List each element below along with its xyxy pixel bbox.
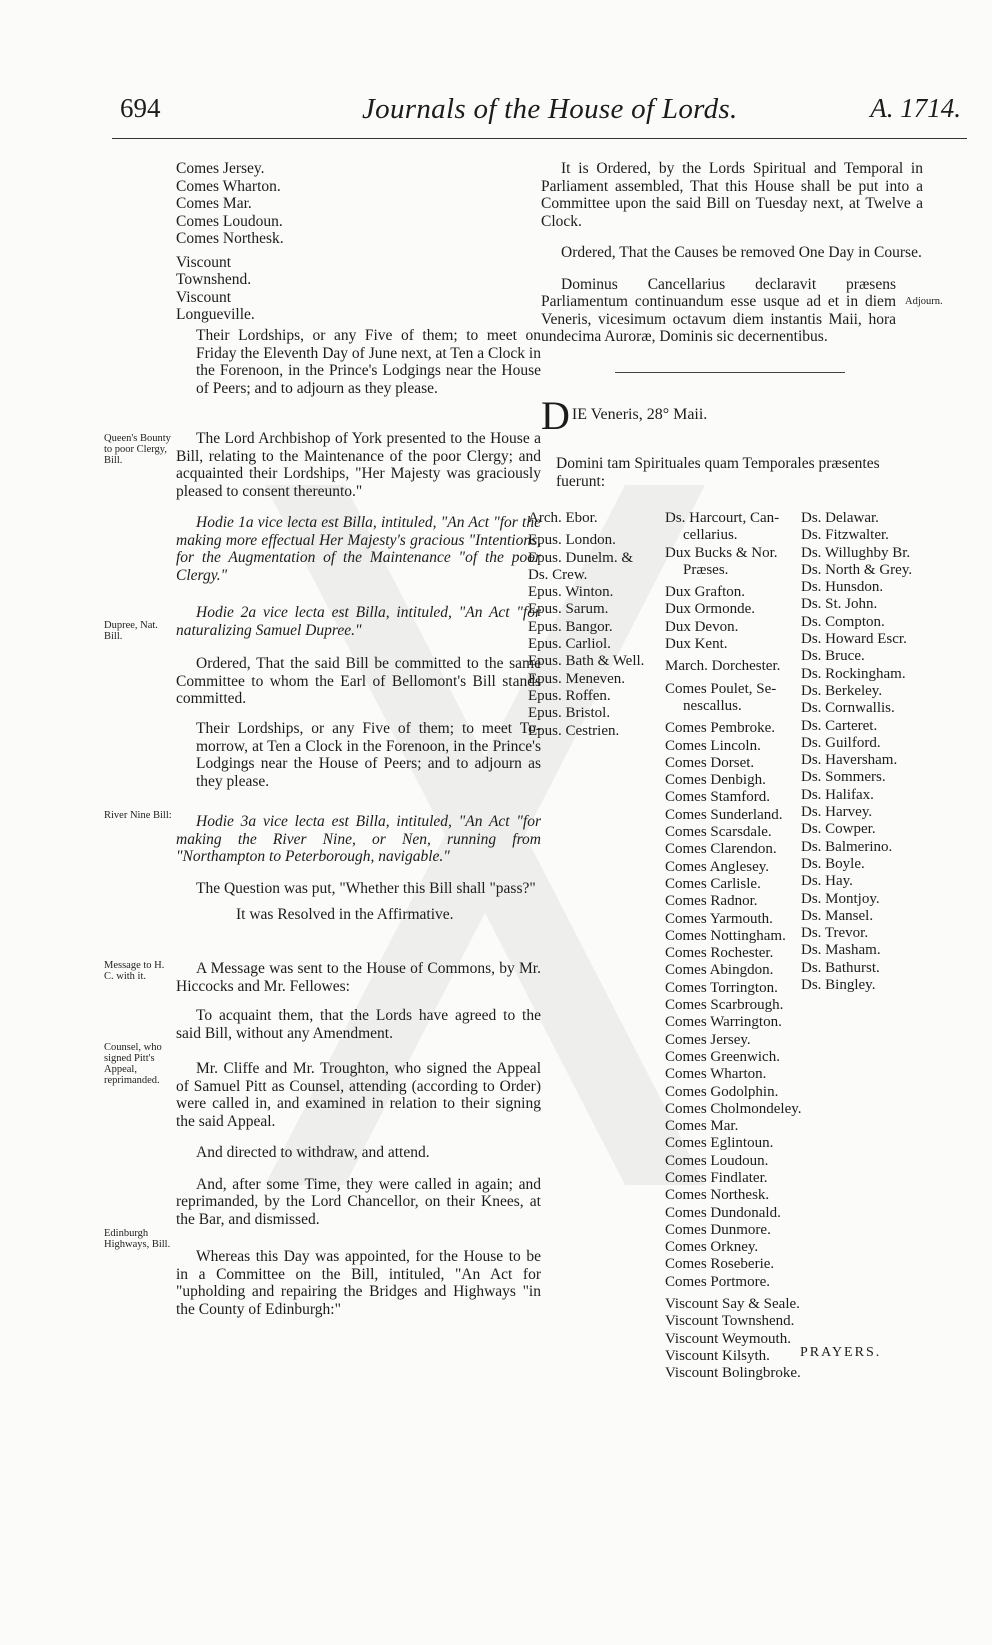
paragraph: Their Lordships, or any Five of them; to meet To-morrow, at Ten a Clock in the Forenoon, in the Prince's Lodgings near the House of Peers; and to adjourn as they please.: [196, 720, 541, 790]
date-heading-text: IE Veneris, 28° Maii.: [571, 406, 708, 423]
attendance-entry: Comes Lincoln.: [665, 737, 761, 754]
attendance-entry: Comes Findlater.: [665, 1169, 768, 1186]
attendance-column-bishops: [528, 510, 644, 740]
attendance-entry: Ds. Boyle.: [801, 855, 865, 872]
left-text-block: [196, 327, 541, 397]
attendance-column-barons: [801, 510, 912, 994]
attendance-entry: Comes Eglintoun.: [665, 1135, 774, 1152]
attendance-entry: Ds. Delawar.: [801, 510, 879, 526]
paragraph: Hodie 2a vice lecta est Billa, intituled, "An Act "for naturalizing Samuel Dupree.": [176, 604, 541, 639]
margin-note-counsel: Counsel, who signed Pitt's Appeal, reprimanded.: [104, 1042, 162, 1086]
attendance-entry: Comes Mar.: [665, 1118, 739, 1135]
left-text-block: [196, 880, 541, 923]
attendance-entry: Ds. Montjoy.: [801, 890, 880, 907]
attendance-entry: Ds. Sommers.: [801, 769, 886, 786]
attendance-entry: Dux Bucks & Nor.: [665, 544, 778, 561]
attendance-column-peers: [665, 510, 802, 1383]
attendance-entry: Ds. Rockingham.: [801, 665, 906, 682]
attendance-entry: Comes Radnor.: [665, 893, 758, 910]
drop-cap: D: [541, 393, 570, 438]
year-label: A. 1714.: [870, 93, 961, 123]
attendance-entry: Epus. Dunelm. &: [528, 549, 633, 566]
attendance-entry: Viscount Kilsyth.: [665, 1347, 770, 1364]
attendance-entry: Epus. Bangor.: [528, 618, 613, 635]
attendance-entry: cellarius.: [683, 527, 738, 544]
attendance-entry: Comes Poulet, Se-: [665, 680, 777, 697]
attendance-entry: Comes Rochester.: [665, 945, 774, 962]
attendance-entry: Comes Anglesey.: [665, 858, 770, 875]
attendance-entry: Comes Greenwich.: [665, 1048, 780, 1065]
attendance-entry: Ds. Willughby Br.: [801, 544, 911, 561]
attendance-entry: Ds. Cowper.: [801, 821, 876, 838]
attendance-entry: Ds. Bathurst.: [801, 959, 880, 976]
paragraph: The Lord Archbishop of York presented to the House a Bill, relating to the Maintenance of the poor Clergy; and acquainted their Lordships, "Her Majesty was graciously pleased to consent thereunto.": [176, 430, 541, 500]
attendance-entry: Comes Pembroke.: [665, 720, 775, 737]
left-text-block: [176, 960, 541, 1318]
paragraph: A Message was sent to the House of Commons, by Mr. Hiccocks and Mr. Fellowes:: [176, 960, 541, 995]
attendance-entry: Comes Dundonald.: [665, 1204, 781, 1221]
attendance-entry: Ds. Compton.: [801, 613, 885, 630]
paragraph: The Question was put, "Whether this Bill shall "pass?": [196, 880, 536, 897]
left-column: [176, 160, 541, 324]
member-entry: Comes Wharton.: [176, 177, 281, 195]
attendance-entry: Dux Grafton.: [665, 584, 745, 601]
right-text-block: [541, 160, 923, 346]
paragraph: It is Ordered, by the Lords Spiritual and Temporal in Parliament assembled, That this House shall be put into a Committee upon the said Bill on Tuesday next, at Twelve a Clock.: [541, 160, 923, 230]
attendance-entry: Dux Ormonde.: [665, 601, 755, 618]
section-rule: [615, 372, 845, 373]
attendance-entry: Ds. North & Grey.: [801, 561, 913, 578]
paragraph: Ordered, That the said Bill be committed to the same Committee to whom the Earl of Bellomont's Bill stands committed.: [176, 655, 541, 707]
paragraph: And, after some Time, they were called in again; and reprimanded, by the Lord Chancellor, on their Knees, at the Bar, and dismissed.: [176, 1175, 541, 1228]
margin-note-message: Message to H. C. with it.: [104, 960, 165, 982]
paragraph: Their Lordships, or any Five of them; to meet on Friday the Eleventh Day of June next, at Ten a Clock in the Forenoon, in the Prince's Lodgings near the House of Peers; and to adjourn as they please.: [196, 327, 541, 397]
left-text-block: [196, 720, 541, 790]
attendance-entry: Ds. Balmerino.: [801, 838, 893, 855]
attendance-entry: Comes Cholmondeley.: [665, 1100, 802, 1117]
header-rule: [112, 138, 967, 139]
left-text-block: [176, 430, 541, 708]
attendance-entry: Comes Jersey.: [665, 1031, 751, 1048]
attendance-entry: Comes Clarendon.: [665, 841, 777, 858]
left-text-block: [176, 813, 541, 866]
attendance-entry: Ds. St. John.: [801, 596, 878, 613]
attendance-entry: Comes Dunmore.: [665, 1221, 771, 1238]
attendance-entry: Arch. Ebor.: [528, 510, 598, 526]
member-entry: Viscount Townshend.: [176, 253, 252, 288]
attendance-entry: Ds. Bruce.: [801, 648, 865, 665]
attendance-entry: Ds. Haversham.: [801, 752, 898, 769]
paragraph: Ordered, That the Causes be removed One Day in Course.: [561, 244, 922, 261]
member-entry: Comes Jersey.: [176, 160, 265, 177]
paragraph: To acquaint them, that the Lords have agreed to the said Bill, without any Amendment.: [176, 1007, 541, 1042]
attendance-entry: Comes Portmore.: [665, 1273, 770, 1290]
attendance-entry: Comes Northesk.: [665, 1187, 770, 1204]
paragraph: It was Resolved in the Affirmative.: [236, 905, 454, 923]
attendance-entry: Comes Orkney.: [665, 1239, 759, 1256]
attendance-entry: Epus. Carliol.: [528, 636, 611, 653]
margin-note-adjourn: Adjourn.: [905, 296, 943, 307]
catchword: PRAYERS.: [800, 1345, 882, 1360]
paragraph: And directed to withdraw, and attend.: [196, 1144, 430, 1161]
attendance-entry: Viscount Say & Seale.: [665, 1296, 800, 1313]
attendance-entry: Comes Sunderland.: [665, 806, 783, 823]
attendance-entry: Epus. Cestrien.: [528, 722, 620, 739]
attendance-entry: Comes Godolphin.: [665, 1083, 779, 1100]
attendance-entry: Comes Dorset.: [665, 754, 755, 771]
attendance-entry: Comes Denbigh.: [665, 772, 766, 789]
attendance-entry: March. Dorchester.: [665, 658, 781, 675]
attendance-entry: Dux Kent.: [665, 636, 728, 653]
attendance-entry: Epus. Meneven.: [528, 670, 626, 687]
attendance-entry: Ds. Howard Escr.: [801, 631, 907, 648]
attendance-entry: Viscount Weymouth.: [665, 1330, 791, 1347]
attendance-entry: Comes Carlisle.: [665, 875, 761, 892]
present-heading: Domini tam Spirituales quam Temporales præsentes fuerunt:: [556, 455, 880, 490]
attendance-entry: Ds. Trevor.: [801, 925, 869, 942]
page-number: 694: [120, 93, 161, 123]
attendance-entry: Comes Scarbrough.: [665, 997, 784, 1014]
attendance-entry: Ds. Carteret.: [801, 717, 878, 734]
attendance-entry: Præses.: [683, 561, 729, 578]
attendance-entry: Comes Roseberie.: [665, 1256, 775, 1273]
attendance-entry: Comes Scarsdale.: [665, 824, 772, 841]
attendance-entry: Ds. Cornwallis.: [801, 700, 895, 717]
margin-note-queens-bounty: Queen's Bounty to poor Clergy, Bill.: [104, 433, 171, 466]
attendance-entry: Ds. Masham.: [801, 942, 881, 959]
attendance-entry: Epus. Roffen.: [528, 687, 611, 704]
attendance-entry: Epus. Bath & Well.: [528, 653, 645, 670]
attendance-entry: Comes Nottingham.: [665, 927, 786, 944]
paragraph: Dominus Cancellarius declaravit præsens Parliamentum continuandum esse usque ad et in diem Veneris, vicesimum octavum diem instantis Maii, hora undecima Auroræ, Dominis sic decernentibus.: [541, 275, 896, 345]
attendance-entry: Comes Yarmouth.: [665, 910, 773, 927]
attendance-entry: Comes Stamford.: [665, 789, 770, 806]
paragraph: Mr. Cliffe and Mr. Troughton, who signed the Appeal of Samuel Pitt as Counsel, attending (according to Order) were called in, and examined in relation to their signing the said Appeal.: [176, 1060, 541, 1130]
attendance-entry: Ds. Guilford.: [801, 734, 881, 751]
attendance-entry: Ds. Berkeley.: [801, 682, 883, 699]
attendance-entry: nescallus.: [683, 697, 742, 714]
attendance-entry: Ds. Mansel.: [801, 907, 874, 924]
member-entry: Viscount Longueville.: [176, 288, 255, 323]
margin-note-river-nine: River Nine Bill:: [104, 810, 172, 821]
date-heading: [541, 393, 923, 438]
attendance-entry: Ds. Halifax.: [801, 786, 874, 803]
member-entry: Comes Mar.: [176, 195, 252, 212]
margin-note-edinburgh: Edinburgh Highways, Bill.: [104, 1228, 171, 1250]
attendance-entry: Comes Abingdon.: [665, 962, 774, 979]
attendance-entry: Comes Warrington.: [665, 1014, 782, 1031]
attendance-entry: Ds. Hunsdon.: [801, 579, 884, 596]
paragraph: Hodie 1a vice lecta est Billa, intituled, "An Act "for the making more effectual Her Majesty's gracious "Intentions, for the Augmentation of the Maintenance "of the poor Clergy.": [176, 514, 541, 584]
attendance-entry: Epus. Winton.: [528, 584, 614, 601]
attendance-entry: Comes Loudoun.: [665, 1152, 769, 1169]
attendance-entry: Comes Torrington.: [665, 979, 778, 996]
paragraph: Whereas this Day was appointed, for the House to be in a Committee on the Bill, intituled, "An Act for "upholding and repairing the Bridges and Highways "in the County of Edinburgh:": [176, 1248, 541, 1318]
member-entry: Comes Loudoun.: [176, 212, 283, 230]
attendance-entry: Dux Devon.: [665, 618, 739, 635]
attendance-entry: Comes Wharton.: [665, 1066, 767, 1083]
member-entry: Comes Northesk.: [176, 230, 284, 247]
attendance-entry: Viscount Townshend.: [665, 1313, 795, 1330]
attendance-entry: Ds. Hay.: [801, 873, 853, 890]
journal-title: Journals of the House of Lords.: [362, 93, 738, 125]
page-header: [112, 83, 967, 139]
attendance-entry: Ds. Harvey.: [801, 804, 873, 821]
attendance-entry: Epus. Sarum.: [528, 601, 609, 618]
paragraph: Hodie 3a vice lecta est Billa, intituled, "An Act "for making the River Nine, or Nen, running from "Northampton to Peterborough, navigable.": [176, 813, 541, 865]
attendance-entry: Ds. Crew.: [528, 566, 588, 583]
attendance-entry: Epus. Bristol.: [528, 705, 611, 722]
attendance-entry: Ds. Fitzwalter.: [801, 527, 889, 544]
attendance-entry: Ds. Bingley.: [801, 977, 876, 994]
attendance-entry: Ds. Harcourt, Can-: [665, 510, 780, 526]
attendance-entry: Epus. London.: [528, 532, 616, 549]
attendance-entry: Viscount Bolingbroke.: [665, 1365, 801, 1382]
margin-note-dupree: Dupree, Nat. Bill.: [104, 620, 158, 642]
